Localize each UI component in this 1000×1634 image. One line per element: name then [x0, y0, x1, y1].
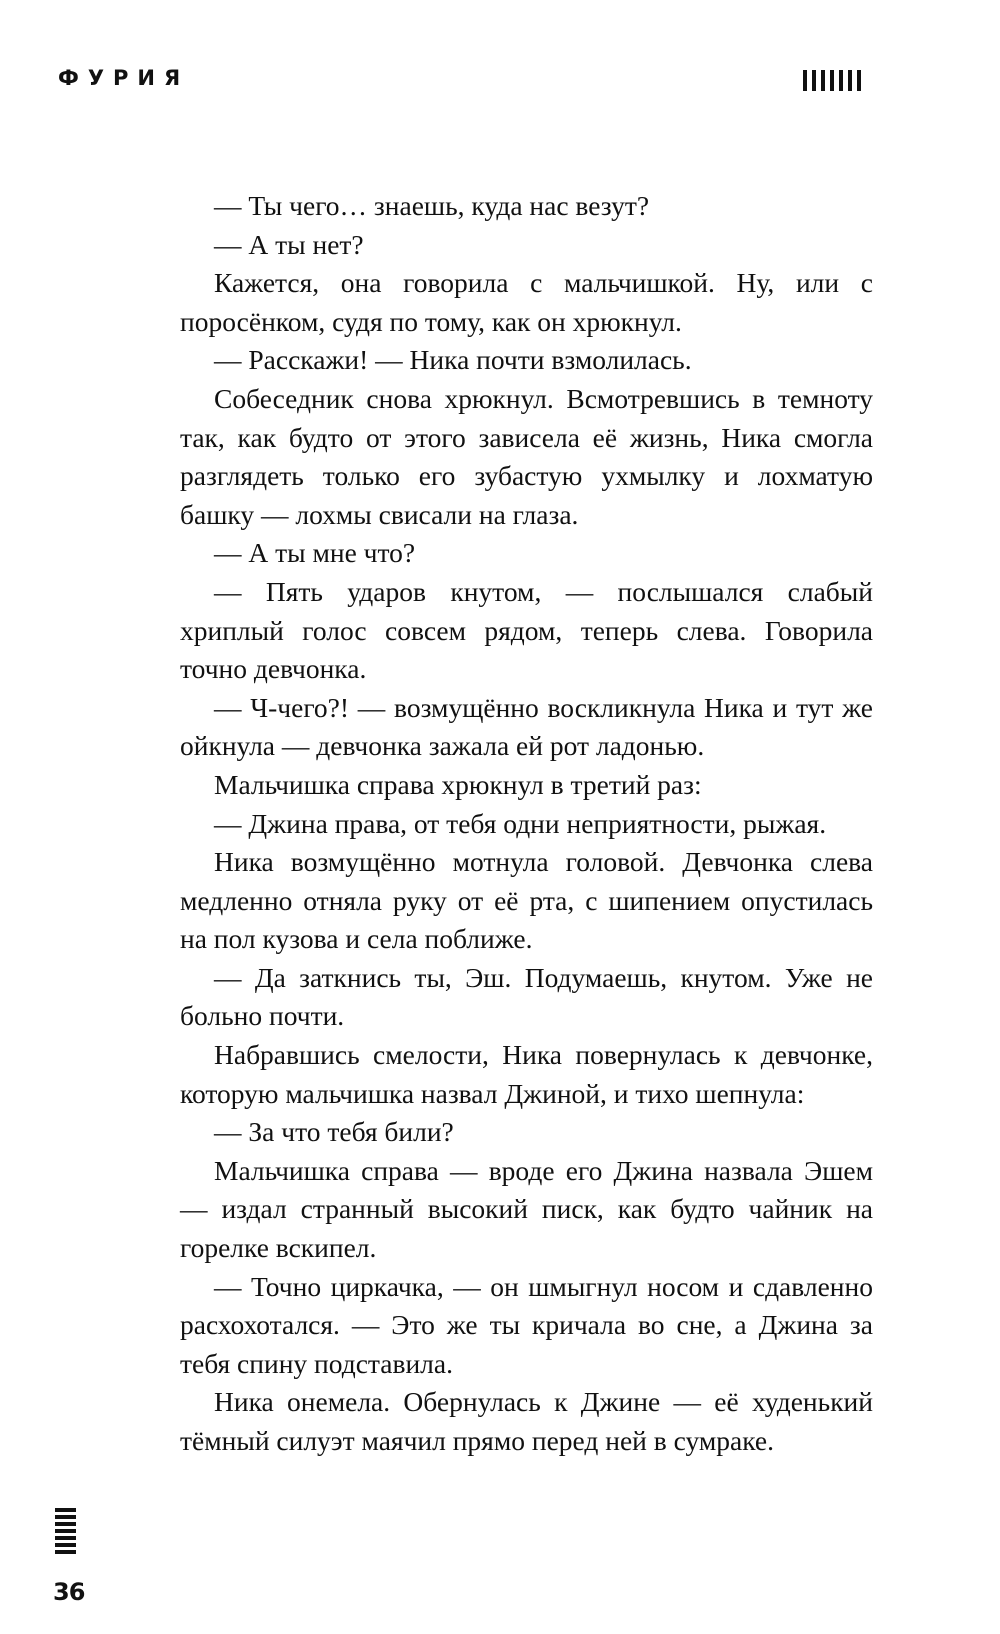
paragraph: — За что тебя били? — [214, 1116, 454, 1148]
paragraph: Ника онемела. Обернулась к Джине — её худенький тёмный силуэт маячил прямо перед ней в сумраке. — [180, 1386, 873, 1456]
main-text — [180, 187, 873, 1461]
paragraph: — Джина права, от тебя одни неприятности, рыжая. — [214, 807, 827, 839]
paragraph: Ника возмущённо мотнула головой. Девчонка слева медленно отняла руку от её рта, с шипением опустилась на пол кузова и села поближе. — [180, 846, 873, 955]
paragraph: — Точно циркачка, — он шмыгнул носом и сдавленно расхохотался. — Это же ты кричала во сне, а Джина за тебя спину подставила. — [180, 1270, 873, 1379]
paragraph: Мальчишка справа — вроде его Джина назвала Эшем — издал странный высокий писк, как будто чайник на горелке вскипел. — [180, 1154, 873, 1264]
paragraph: — Ты чего… знаешь, куда нас везут? — [214, 190, 650, 221]
paragraph: Набравшись смелости, Ника повернулась к девчонке, которую мальчишка назвал Джиной, и тихо шепнула: — [180, 1039, 873, 1109]
paragraph: — А ты мне что? — [214, 537, 416, 569]
running-head-title: ФУРИЯ — [58, 66, 190, 90]
paragraph: — Ч-чего?! — возмущённо воскликнула Ника и тут же ойкнула — девчонка зажала ей рот ладонью. — [180, 691, 873, 762]
paragraph: Собеседник снова хрюкнул. Всмотревшись в темноту так, как будто от этого зависела её жизнь, Ника смогла разглядеть только его зубастую ухмылку и лохматую башку — лохмы свисали на глаза. — [180, 382, 873, 530]
paragraph: — Да заткнись ты, Эш. Подумаешь, кнутом. Уже не больно почти. — [180, 961, 873, 1032]
paragraph: — Пять ударов кнутом, — послышался слабый хриплый голос совсем рядом, теперь слева. Говорила точно девчонка. — [180, 575, 873, 685]
page-number: 36 — [53, 1578, 85, 1606]
paragraph: Кажется, она говорила с мальчишкой. Ну, или с поросёнком, судя по тому, как он хрюкнул. — [180, 267, 873, 337]
paragraph: — А ты нет? — [214, 228, 364, 260]
paragraph: — Расскажи! — Ника почти взмолилась. — [214, 344, 692, 376]
horizontal-bars-icon — [55, 1508, 76, 1554]
vertical-bars-icon — [803, 70, 861, 91]
paragraph: Мальчишка справа хрюкнул в третий раз: — [214, 768, 702, 800]
